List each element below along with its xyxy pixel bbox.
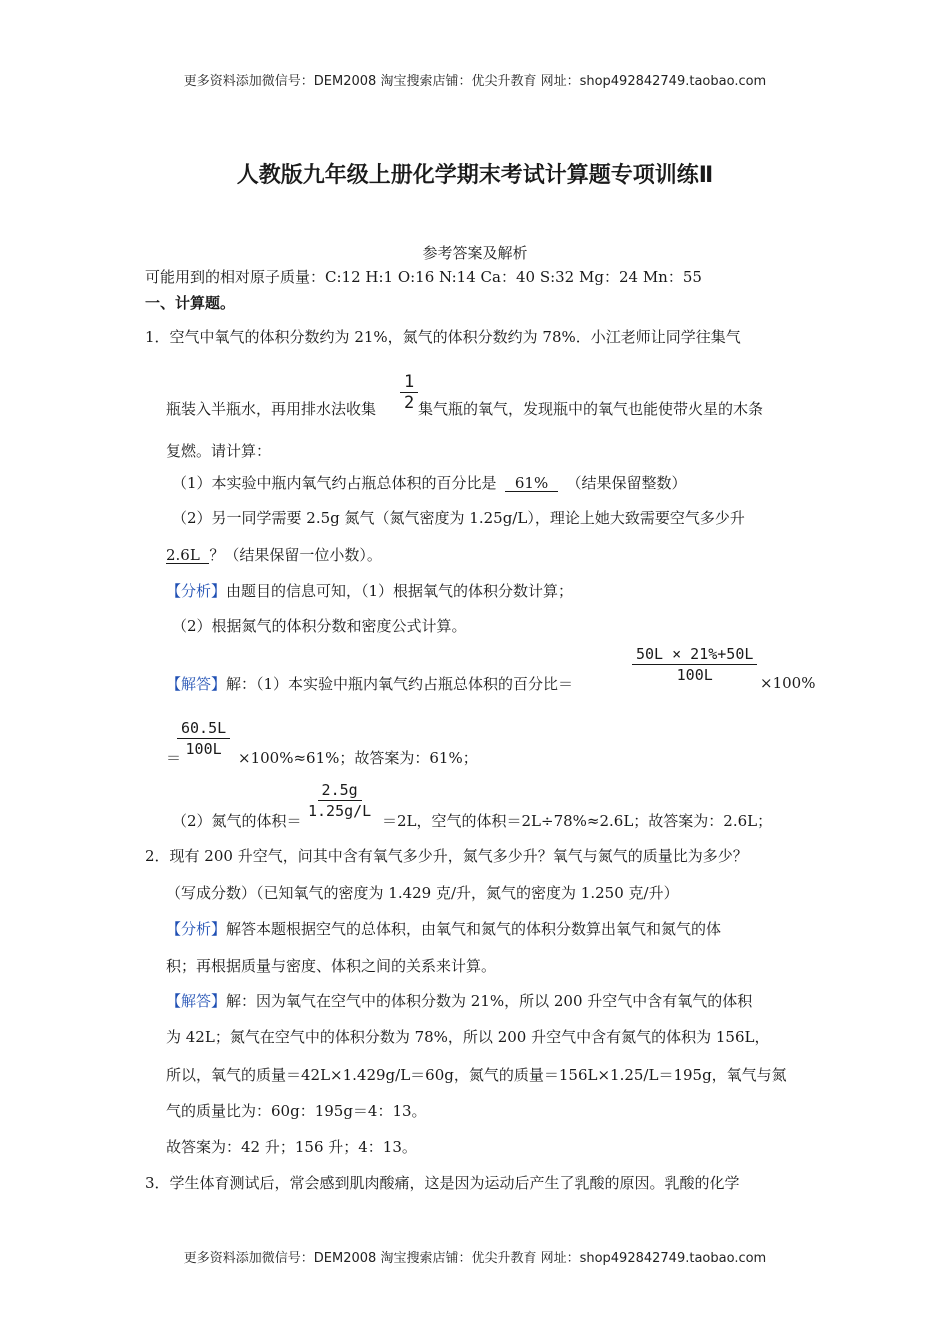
q1-f2-pre: ＝ <box>166 749 182 767</box>
q2-analysis-2: 积；再根据质量与密度、体积之间的关系来计算。 <box>166 957 497 975</box>
q2-line2: （写成分数）（已知氧气的密度为 1.429 克/升，氮气的密度为 1.250 克/升） <box>166 884 679 902</box>
atomic-masses: 可能用到的相对原子质量：C:12 H:1 O:16 N:14 Ca：40 S:32 Mg：24 Mn：55 <box>145 268 702 286</box>
q1-line3: 复燃。请计算： <box>166 442 272 460</box>
q1-analysis-2: （2）根据氮气的体积分数和密度公式计算。 <box>172 617 467 635</box>
q2-solution-text: 解：因为氧气在空气中的体积分数为 21%，所以 200 升空气中含有氧气的体积 <box>226 992 753 1010</box>
q2-line1: 2．现有 200 升空气，问其中含有氧气多少升，氮气多少升？氧气与氮气的质量比为多少？ <box>145 847 748 865</box>
q1-solution-1 <box>166 673 573 694</box>
q2-analysis-tag: 【分析】 <box>166 920 227 938</box>
q1-s2-post: ＝2L，空气的体积＝2L÷78%≈2.6L；故答案为：2.6L； <box>382 812 773 830</box>
q1-solution-text: 解：（1）本实验中瓶内氧气约占瓶总体积的百分比＝ <box>226 675 574 693</box>
q1-f1-num: 50L × 21%+50L <box>632 644 757 665</box>
q1-part1-answer: 61% <box>505 474 558 492</box>
page-footer: 更多资料添加微信号：DEM2008 淘宝搜索店铺：优尖升教育 网址：shop492842749.taobao.com <box>183 1251 767 1266</box>
q1-analysis-1 <box>166 580 573 601</box>
q1-line1: 1．空气中氧气的体积分数约为 21%，氮气的体积分数约为 78%．小江老师让同学往集气 <box>145 328 741 346</box>
q1-f3-num: 2.5g <box>318 780 362 801</box>
q1-part2-answer: 2.6L <box>166 546 210 564</box>
q1-part2-note: ？（结果保留一位小数）。 <box>209 546 382 564</box>
q1-solution-tag: 【解答】 <box>166 675 227 693</box>
q1-f3-den: 1.25g/L <box>308 802 372 820</box>
q1-frac-num: 1 <box>400 372 418 393</box>
q1-fraction-half <box>400 372 418 413</box>
q2-solution-1 <box>166 990 752 1011</box>
q1-f1-den: 100L <box>676 666 713 684</box>
q1-f2-den: 100L <box>185 740 222 758</box>
q2-analysis-1 <box>166 918 721 939</box>
q1-part2-line2 <box>166 544 382 565</box>
q1-s2-pre: （2）氮气的体积＝ <box>172 812 302 830</box>
q1-fraction-2 <box>177 718 230 759</box>
q2-solution-4: 气的质量比为：60g：195g＝4：13。 <box>166 1102 427 1120</box>
q1-frac-den: 2 <box>404 393 415 413</box>
q1-f2-post: ×100%≈61%；故答案为：61%； <box>238 749 478 767</box>
q2-solution-3: 所以，氧气的质量＝42L×1.429g/L＝60g，氮气的质量＝156L×1.25/L＝195g，氧气与氮 <box>166 1066 787 1084</box>
q1-line2-post: 集气瓶的氧气，发现瓶中的氧气也能使带火星的木条 <box>418 400 764 418</box>
section-heading: 一、计算题。 <box>145 294 236 312</box>
q2-solution-tag: 【解答】 <box>166 992 227 1010</box>
q3-line1: 3．学生体育测试后，常会感到肌肉酸痛，这是因为运动后产生了乳酸的原因。乳酸的化学 <box>145 1174 740 1192</box>
q1-fraction-1 <box>632 644 757 685</box>
q1-analysis-tag: 【分析】 <box>166 582 227 600</box>
page-title: 人教版九年级上册化学期末考试计算题专项训练Ⅱ <box>236 163 714 188</box>
q1-fraction-3 <box>304 780 375 821</box>
page-header: 更多资料添加微信号：DEM2008 淘宝搜索店铺：优尖升教育 网址：shop492842749.taobao.com <box>183 74 767 89</box>
q1-part2-line1: （2）另一同学需要 2.5g 氮气（氮气密度为 1.25g/L），理论上她大致需要空气多少升 <box>172 509 745 527</box>
q1-f2-num: 60.5L <box>177 718 230 739</box>
q2-analysis-text: 解答本题根据空气的总体积，由氧气和氮气的体积分数算出氧气和氮气的体 <box>226 920 722 938</box>
q2-solution-2: 为 42L；氮气在空气中的体积分数为 78%，所以 200 升空气中含有氮气的体积为 156L， <box>166 1028 770 1046</box>
q1-part1-note: （结果保留整数） <box>566 474 687 492</box>
q1-part1 <box>172 472 687 493</box>
q1-analysis-text: 由题目的信息可知，（1）根据氧气的体积分数计算； <box>226 582 574 600</box>
q1-part1-text: （1）本实验中瓶内氧气约占瓶总体积的百分比是 <box>172 474 497 492</box>
q1-line2-pre: 瓶装入半瓶水，再用排水法收集 <box>166 400 377 418</box>
subtitle: 参考答案及解析 <box>422 244 528 262</box>
q2-answer: 故答案为：42 升；156 升；4：13。 <box>166 1138 417 1156</box>
q1-f1-post: ×100% <box>760 674 816 692</box>
